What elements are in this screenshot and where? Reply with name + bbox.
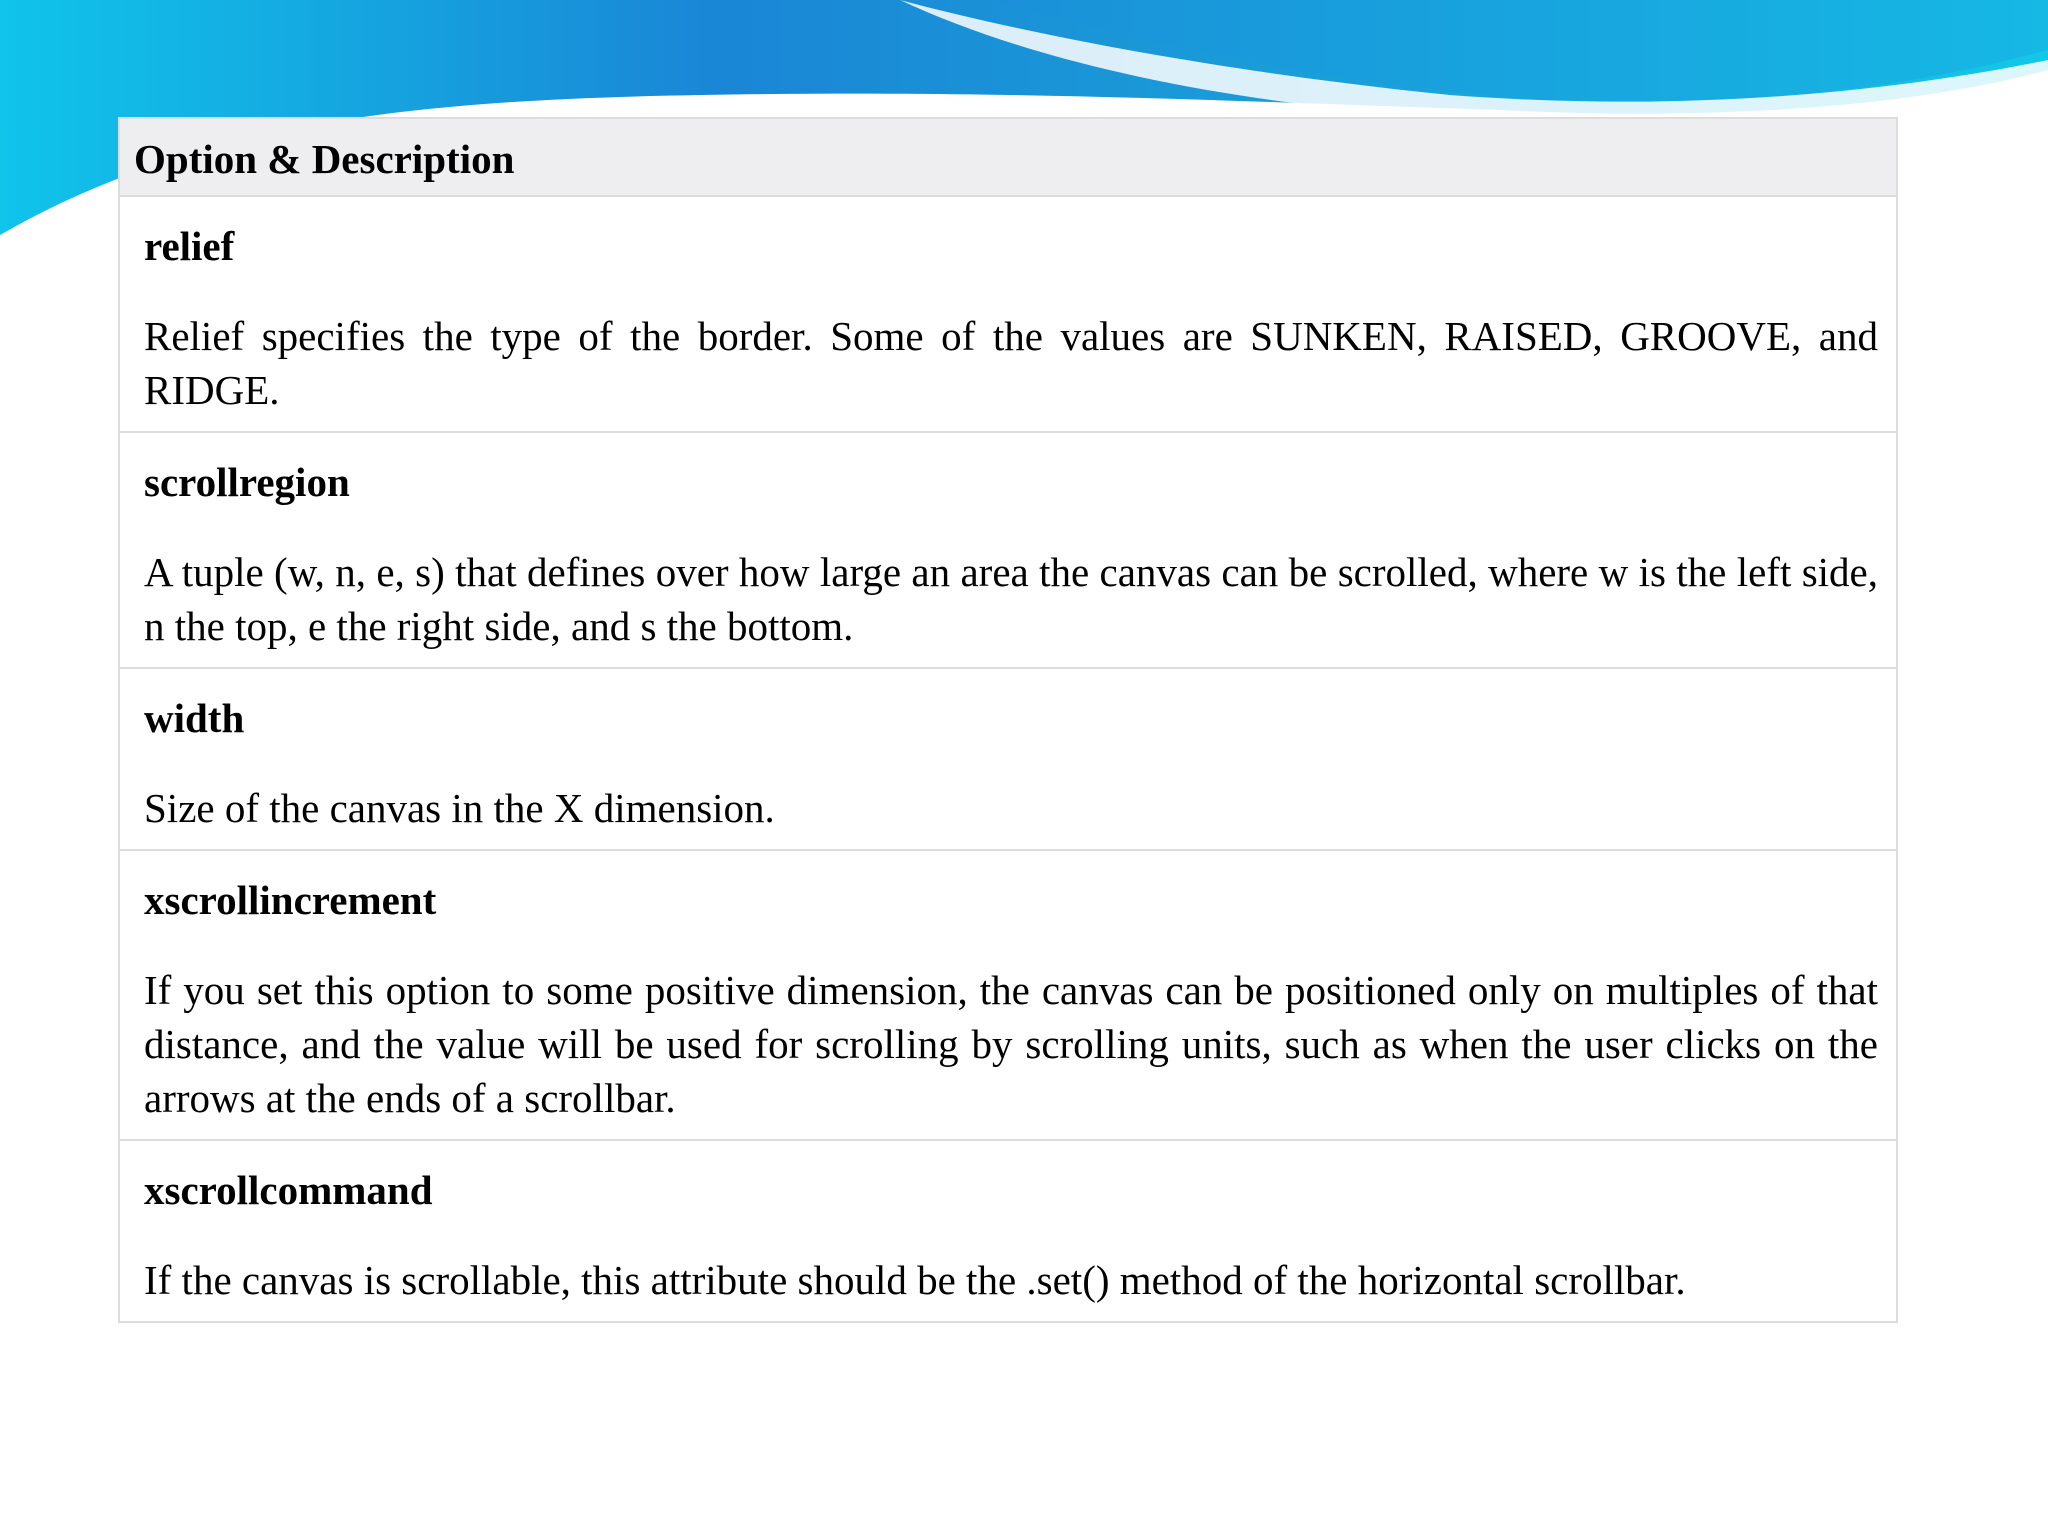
table-header: Option & Description (119, 118, 1897, 196)
option-cell-xscrollincrement (119, 850, 1897, 1140)
option-name: relief (144, 223, 235, 269)
option-description: If the canvas is scrollable, this attribute should be the .set() method of the horizontal scrollbar. (144, 1257, 1686, 1303)
option-name: width (144, 695, 245, 741)
option-name: scrollregion (144, 459, 350, 505)
option-description: A tuple (w, n, e, s) that defines over how large an area the canvas can be scrolled, where w is the left side, n the top, e the right side, and s the bottom. (144, 549, 1878, 649)
table-header-row (119, 118, 1897, 196)
table-row (119, 850, 1897, 1140)
option-description: Size of the canvas in the X dimension. (144, 785, 775, 831)
option-cell-width (119, 668, 1897, 850)
option-name: xscrollincrement (144, 877, 437, 923)
options-table (118, 117, 1898, 1323)
option-cell-xscrollcommand (119, 1140, 1897, 1322)
table-row (119, 432, 1897, 668)
table-row (119, 196, 1897, 432)
option-name: xscrollcommand (144, 1167, 433, 1213)
option-cell-scrollregion (119, 432, 1897, 668)
option-description: If you set this option to some positive dimension, the canvas can be positioned only on multiples of that distance, and the value will be used for scrolling by scrolling units, such as when the user clicks on the arrows at the ends of a scrollbar. (144, 967, 1878, 1121)
option-cell-relief (119, 196, 1897, 432)
table-row (119, 1140, 1897, 1322)
option-description: Relief specifies the type of the border. Some of the values are SUNKEN, RAISED, GROOVE, and RIDGE. (144, 313, 1878, 413)
table-row (119, 668, 1897, 850)
